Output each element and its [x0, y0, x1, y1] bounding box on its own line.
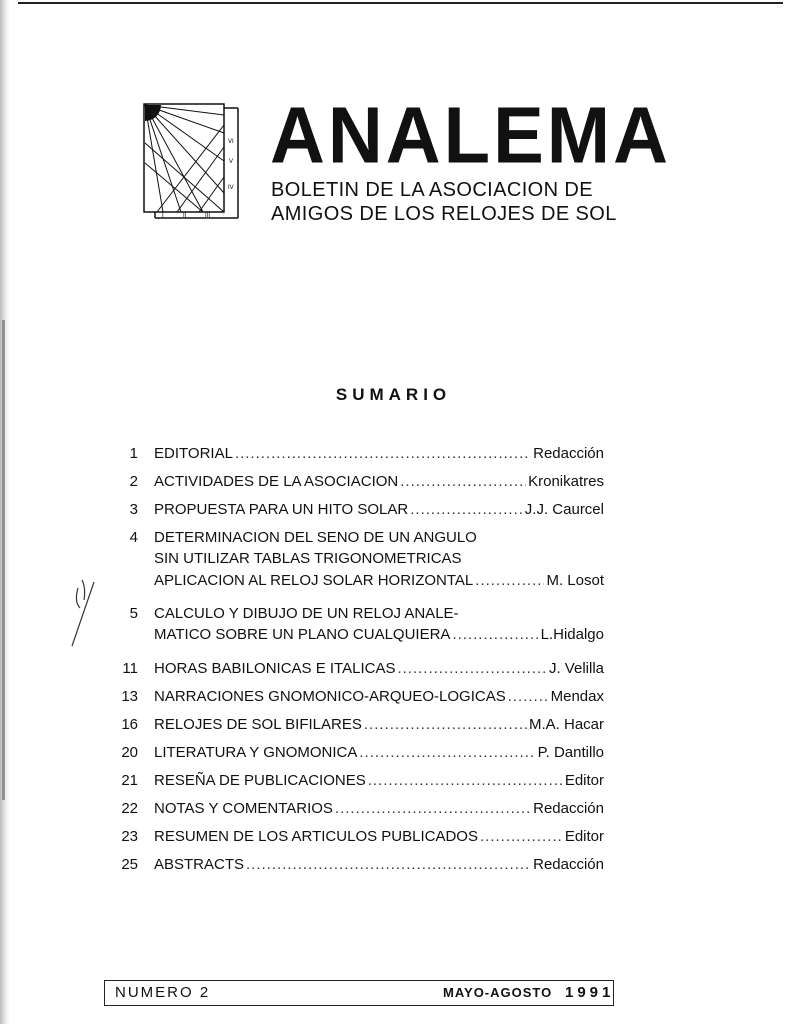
page-number: 3 [129, 501, 138, 518]
article-author: Kronikatres [528, 473, 604, 490]
article-title: ABSTRACTS [154, 856, 245, 873]
svg-text:VI: VI [228, 139, 234, 145]
article-author: J.J. Caurcel [524, 501, 604, 518]
pencil-mark [64, 578, 104, 648]
page-number: 16 [121, 716, 138, 733]
article-author: M.A. Hacar [528, 716, 604, 733]
toc-line [154, 772, 604, 790]
svg-text:I: I [162, 213, 164, 219]
page-number: 2 [129, 473, 138, 490]
toc-line [154, 800, 604, 818]
leader-dots [359, 744, 535, 762]
article-title: RELOJES DE SOL BIFILARES [154, 716, 362, 733]
article-title: ACTIVIDADES DE LA ASOCIACION [154, 473, 399, 490]
article-title: PROPUESTA PARA UN HITO SOLAR [154, 501, 409, 518]
article-title: SIN UTILIZAR TABLAS TRIGONOMETRICAS [154, 550, 462, 567]
toc-line [154, 660, 604, 678]
leader-dots [397, 660, 547, 678]
leader-dots [235, 445, 531, 463]
page-number: 21 [121, 772, 138, 789]
article-author: Redacción [533, 856, 604, 873]
issue-footer [104, 980, 614, 1006]
article-author: J. Velilla [548, 660, 604, 677]
article-author: M. Losot [546, 572, 604, 589]
sundial-icon [143, 103, 240, 220]
article-author: Mendax [550, 688, 604, 705]
toc-line [154, 473, 604, 491]
leader-dots [368, 772, 563, 790]
issue-number: NUMERO 2 [115, 984, 211, 1001]
article-title: NOTAS Y COMENTARIOS [154, 800, 333, 817]
toc-line [154, 716, 604, 734]
page-number: 13 [121, 688, 138, 705]
contents-heading: SUMARIO [335, 385, 452, 404]
leader-dots [364, 716, 527, 734]
article-title: RESEÑA DE PUBLICACIONES [154, 772, 366, 789]
article-title: RESUMEN DE LOS ARTICULOS PUBLICADOS [154, 828, 478, 845]
svg-text:III: III [205, 213, 211, 219]
svg-text:IV: IV [228, 185, 234, 191]
leader-dots [480, 828, 563, 846]
article-title: MATICO SOBRE UN PLANO CUALQUIERA [154, 626, 451, 643]
toc-line [154, 688, 604, 706]
toc-line [154, 501, 604, 519]
top-rule [18, 2, 783, 4]
leader-dots [246, 856, 531, 874]
toc-line [154, 626, 604, 644]
subtitle-line-1: BOLETIN DE LA ASOCIACION DE [271, 179, 594, 201]
leader-dots [335, 800, 531, 818]
article-title: CALCULO Y DIBUJO DE UN RELOJ ANALE- [154, 605, 459, 622]
toc-line [154, 445, 604, 463]
svg-text:V: V [229, 159, 234, 165]
page-number: 11 [122, 660, 138, 677]
toc-line [154, 856, 604, 874]
article-title: NARRACIONES GNOMONICO-ARQUEO-LOGICAS [154, 688, 506, 705]
article-author: Editor [564, 828, 604, 845]
leader-dots [452, 626, 538, 644]
page-number: 23 [121, 828, 138, 845]
article-title: EDITORIAL [154, 445, 233, 462]
issue-period: MAYO-AGOSTO [443, 985, 553, 1000]
leader-dots [410, 501, 523, 519]
toc-line [154, 744, 604, 762]
leader-dots [400, 473, 526, 491]
article-title: DETERMINACION DEL SENO DE UN ANGULO [154, 529, 477, 546]
svg-text:II: II [183, 213, 187, 219]
leader-dots [475, 572, 544, 590]
page-number: 20 [121, 744, 138, 761]
article-author: Redacción [533, 800, 604, 817]
page-number: 25 [121, 856, 138, 873]
article-title: APLICACION AL RELOJ SOLAR HORIZONTAL [154, 572, 474, 589]
article-author: P. Dantillo [537, 744, 604, 761]
article-author: Editor [564, 772, 604, 789]
page-number: 4 [129, 529, 138, 546]
article-author: Redacción [533, 445, 604, 462]
issue-year: 1991 [565, 984, 615, 1001]
journal-subtitle [271, 178, 617, 226]
toc-line [154, 572, 604, 590]
subtitle-line-2: AMIGOS DE LOS RELOJES DE SOL [271, 203, 617, 225]
leader-dots [508, 688, 549, 706]
toc-line [154, 828, 604, 846]
article-title: HORAS BABILONICAS E ITALICAS [154, 660, 396, 677]
article-author: L.Hidalgo [540, 626, 604, 643]
page-number: 22 [121, 800, 138, 817]
journal-title: ANALEMA [270, 90, 671, 181]
page-number: 5 [129, 605, 138, 622]
article-title: LITERATURA Y GNOMONICA [154, 744, 358, 761]
page-number: 1 [129, 445, 138, 462]
